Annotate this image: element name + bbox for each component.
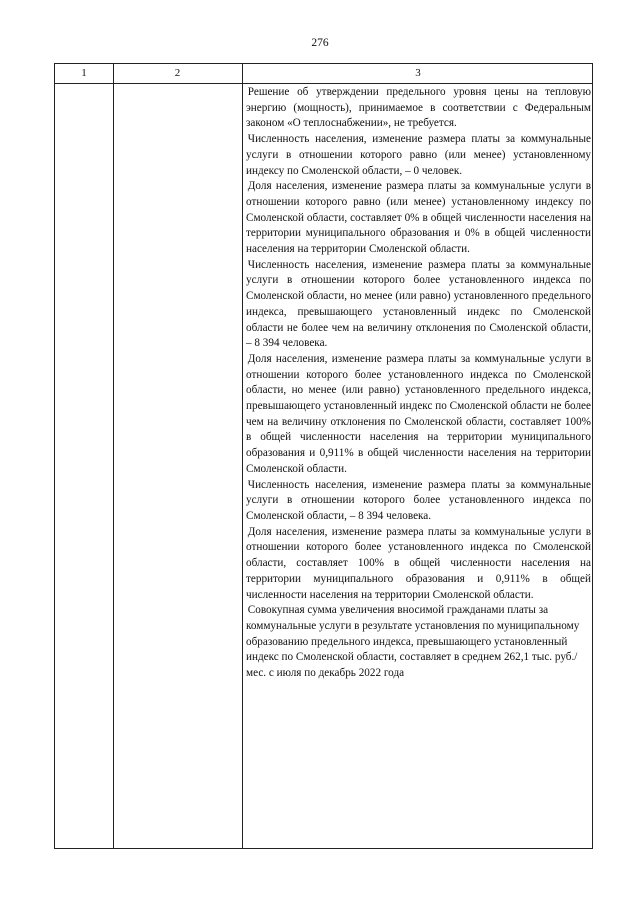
- column-header-2: 2: [174, 67, 181, 79]
- page-number: 276: [311, 37, 329, 49]
- header-divider: [55, 83, 592, 84]
- column-divider-1: [113, 64, 114, 848]
- column-divider-2: [242, 64, 243, 848]
- table-cell-column-3: [246, 85, 591, 682]
- column-header-1: 1: [81, 67, 87, 79]
- paragraph-total-payment-increase: Совокупная сумма увеличения вносимой гражданами платы за коммунальные услуги в результате установления по муниципальному образованию предельного индекса, превышающего установленный индекс по Смоленской области, составляет в среднем 262,1 тыс. руб./мес. с июля по декабрь 2022 года: [246, 604, 580, 680]
- paragraph-heat-price-decision: Решение об утверждении предельного уровня цены на тепловую энергию (мощность), принимаемое в соответствии с Федеральным законом «О теплоснабжении», не требуется.: [246, 86, 591, 130]
- column-header-3: 3: [415, 67, 421, 79]
- paragraph-population-between-indices: Численность населения, изменение размера платы за коммунальные услуги в отношении которого более установленного индекса по Смоленской области, но менее (или равно) установленного предельного индекса, превышающего установленный индекс по Смоленской области не более чем на величину отклонения по Смоленской области, – 8 394 человека.: [246, 258, 591, 350]
- paragraph-share-equal-index: Доля населения, изменение размера платы за коммунальные услуги в отношении которого равно (или менее) установленному индексу по Смоленской области, составляет 0% в общей численности населения на территории муниципального образования и 0% в общей численности населения на территории Смоленской области.: [246, 180, 591, 256]
- document-table: [54, 63, 593, 849]
- paragraph-population-above-index: Численность населения, изменение размера платы за коммунальные услуги в отношении которого более установленного индекса по Смоленской области, – 8 394 человека.: [246, 478, 591, 522]
- paragraph-share-between-indices: Доля населения, изменение размера платы за коммунальные услуги в отношении которого более установленного индекса по Смоленской области, но менее (или равно) установленного предельного индекса, превышающего установленный индекс по Смоленской области не более чем на величину отклонения по Смоленской области, составляет 100% в общей численности населения на территории муниципального образования и 0,911% в общей численности населения на территории Смоленской области.: [246, 352, 591, 475]
- paragraph-population-equal-index: Численность населения, изменение размера платы за коммунальные услуги в отношении которого равно (или менее) установленному индексу по Смоленской области, – 0 человек.: [246, 133, 591, 177]
- paragraph-share-above-index: Доля населения, изменение размера платы за коммунальные услуги в отношении которого более установленного индекса по Смоленской области, составляет 100% в общей численности населения на территории муниципального образования и 0,911% в общей численности населения на территории Смоленской области.: [246, 525, 591, 601]
